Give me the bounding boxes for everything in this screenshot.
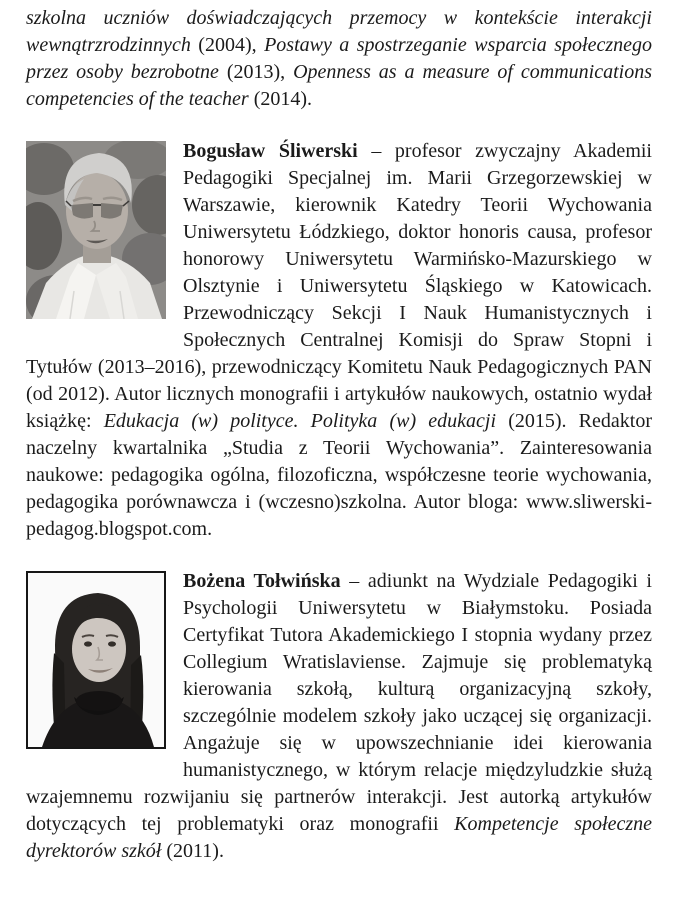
bio-text: – profesor zwyczajny Akademii Pedagogiki Specjalnej im. Marii Grzegorzewskiej w Warszawie, kierownik Katedry Teorii Wychowania Uniwersytetu Łódzkiego, doktor honoris causa, profesor honorowy Uniwersytetu Warmińsko-Mazurskiego w Olsztynie i Uniwersytetu Śląskiego w Katowicach. Przewodniczący Sekcji I Nauk Humanistycznych i Społecznych Centralnej Komisji do Spraw Stopni i Tytułów (2013–2016), przewodniczący Komitetu Nauk Pedagogicznych PAN (od 2012). Autor licznych monografii i artykułów naukowych, ostatnio wydał książkę: [26,140,652,432]
book-title: Edukacja (w) polityce. Polityka (w) edukacji [103,410,497,432]
intro-text-1: (2004), [190,34,265,56]
book-title: Kompetencje społeczne dyrektorów szkół [26,813,652,862]
author-name-tolwinska: Bożena Tołwińska [183,570,341,592]
work-title-1: szkolna uczniów doświadczających przemocy w kontekście interakcji wewnątrzrodzinnych [26,7,652,56]
intro-text-2: (2013), [218,61,294,83]
bozena-tolwinska-photo [26,571,166,749]
work-title-2: Postawy a spostrzeganie wsparcia społecznego przez osoby bezrobotne [26,34,652,83]
work-title-3: Openness as a measure of communications competencies of the teacher [26,61,653,110]
man-portrait-photo [26,141,166,319]
boguslaw-sliwerski-photo [26,141,166,319]
bio-text: – adiunkt na Wydziale Pedagogiki i Psychologii Uniwersytetu w Białymstoku. Posiada Certyfikat Tutora Akademickiego I stopnia wydany przez Collegium Wratislaviense. Zajmuje się problematyką kierowania szkołą, kulturą organizacyjną szkoły, szczególnie modelem szkoły jako uczącej się organizacji. Angażuje się w upowszechnianie idei kierowania humanistycznego, w którym relacje międzyludzkie służą wzajemnemu rozwijaniu się partnerów interakcji. Jest autorką artykułów dotyczących tej problematyki oraz monografii [26,570,652,835]
author-section-sliwerski [26,138,652,543]
bio-text: (2015). Redaktor naczelny kwartalnika „Studia z Teorii Wychowania”. Zainteresowania naukowe: pedagogika ogólna, filozoficzna, współczesne teorie wychowania, pedagogika porównawcza i (wczesno)szkolna. Autor bloga: www.sliwerski-pedagog.blogspot.com. [26,410,652,540]
bio-text: (2011). [161,840,224,862]
author-name-sliwerski: Bogusław Śliwerski [183,140,358,162]
intro-text-3: (2014). [248,88,313,110]
author-section-tolwinska [26,568,652,865]
intro-paragraph [26,5,652,113]
woman-portrait-photo [28,573,164,747]
